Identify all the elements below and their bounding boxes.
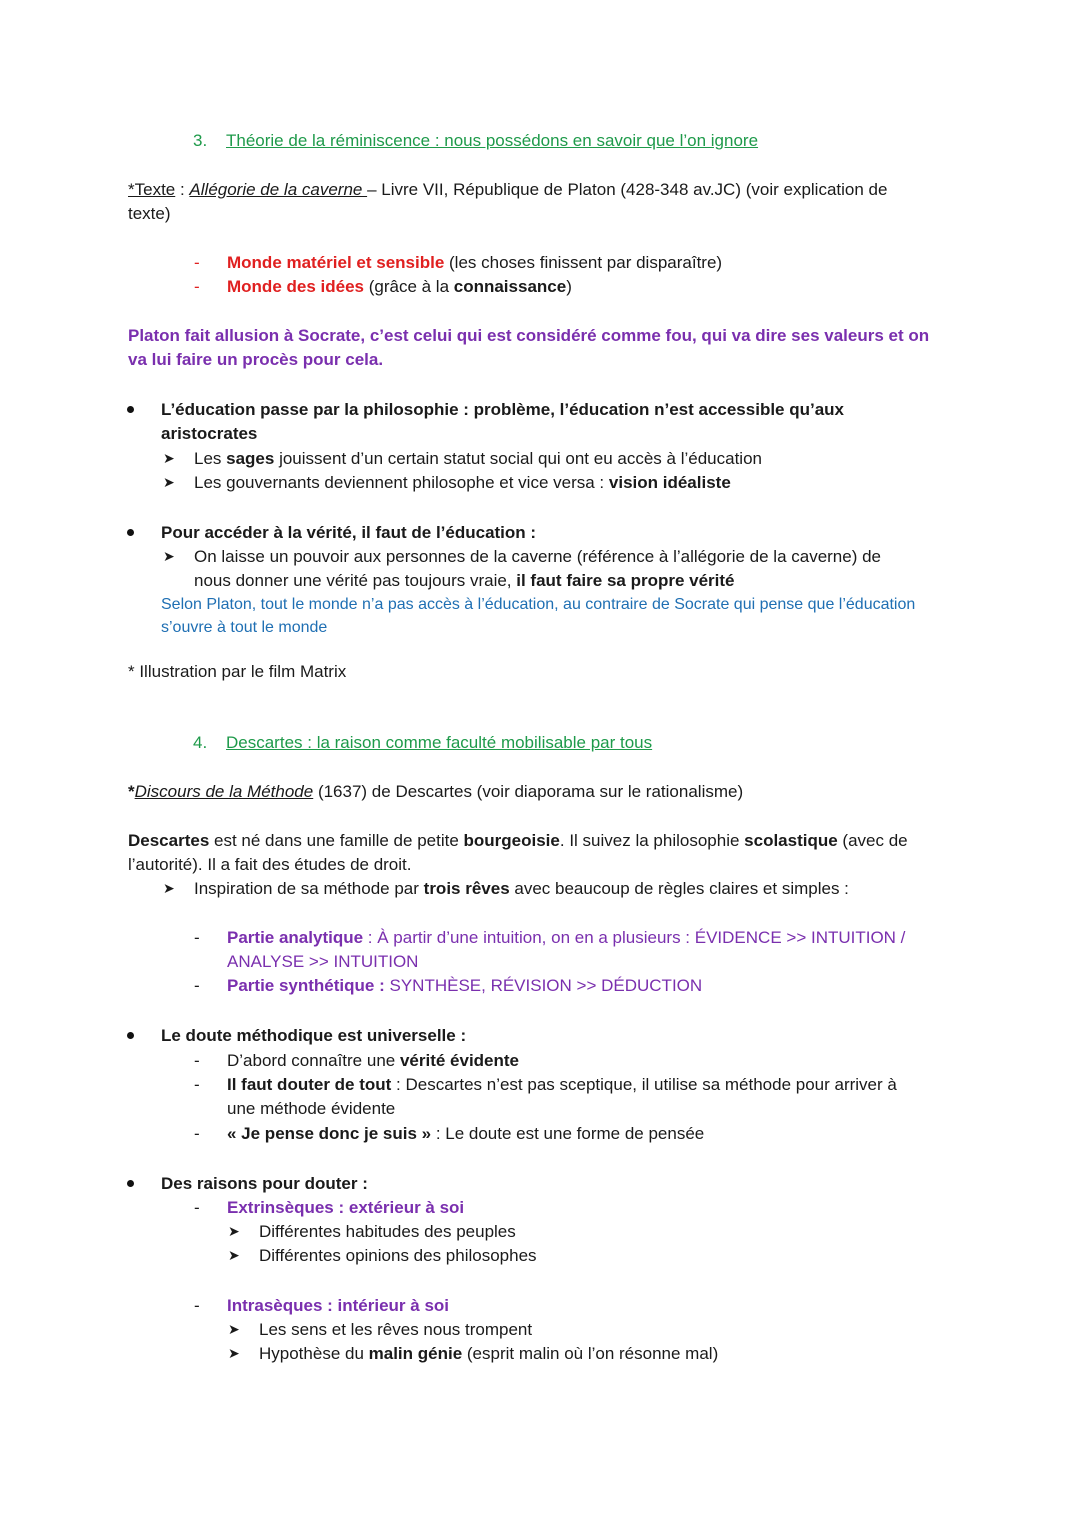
verite-item-line1: On laisse un pouvoir aux personnes de la caverne (référence à l’allégorie de la caverne) de <box>194 547 882 566</box>
world-ideas: Monde des idées (grâce à la connaissance) <box>227 277 572 296</box>
verite-title: Pour accéder à la vérité, il faut de l’éducation : <box>161 523 537 542</box>
education-title-cont: aristocrates <box>161 424 258 443</box>
education-item-gouvernants: Les gouvernants deviennent philosophe et vice versa : vision idéaliste <box>194 473 731 492</box>
doute-item-2: Il faut douter de tout : Descartes n’est pas sceptique, il utilise sa méthode pour arriver à <box>227 1075 897 1094</box>
bullet-icon <box>127 1180 134 1187</box>
partie-synthetique: Partie synthétique : SYNTHÈSE, RÉVISION >> DÉDUCTION <box>227 976 703 995</box>
list-item: - <box>194 253 200 272</box>
discours-reference: *Discours de la Méthode (1637) de Descartes (voir diaporama sur le rationalisme) <box>128 782 744 801</box>
verite-note-line1: Selon Platon, tout le monde n’a pas accès à l’éducation, au contraire de Socrate qui pense que l’éducation <box>161 596 916 613</box>
list-item: - <box>194 1124 200 1143</box>
world-material: Monde matériel et sensible (les choses finissent par disparaître) <box>227 253 723 272</box>
list-item: - <box>194 928 200 947</box>
section-3-number: 3. <box>193 131 208 150</box>
arrow-icon: ➤ <box>163 880 175 896</box>
partie-analytique-cont: ANALYSE >> INTUITION <box>227 952 419 971</box>
raisons-ext-item-2: Différentes opinions des philosophes <box>259 1246 537 1265</box>
bullet-icon <box>127 406 134 413</box>
arrow-icon: ➤ <box>228 1345 240 1361</box>
raisons-int-item-2: Hypothèse du malin génie (esprit malin où l’on résonne mal) <box>259 1344 719 1363</box>
verite-item-line2: nous donner une vérité pas toujours vraie, il faut faire sa propre vérité <box>194 571 735 590</box>
bullet-icon <box>127 529 134 536</box>
list-item: - <box>194 1075 200 1094</box>
bullet-icon <box>127 1032 134 1039</box>
raisons-ext-item-1: Différentes habitudes des peuples <box>259 1222 516 1241</box>
descartes-paragraph-line1: Descartes est né dans une famille de petite bourgeoisie. Il suivez la philosophie scolastique (avec de <box>128 831 908 850</box>
list-item: - <box>194 1296 200 1315</box>
matrix-note: * Illustration par le film Matrix <box>128 662 347 681</box>
arrow-icon: ➤ <box>163 474 175 490</box>
arrow-icon: ➤ <box>228 1321 240 1337</box>
raisons-title: Des raisons pour douter : <box>161 1174 368 1193</box>
verite-note-line2: s’ouvre à tout le monde <box>161 619 328 636</box>
list-item: - <box>194 277 200 296</box>
raisons-extrinseques: Extrinsèques : extérieur à soi <box>227 1198 465 1217</box>
arrow-icon: ➤ <box>163 548 175 564</box>
raisons-intraseques: Intrasèques : intérieur à soi <box>227 1296 450 1315</box>
doute-item-3: « Je pense donc je suis » : Le doute est une forme de pensée <box>227 1124 705 1143</box>
education-item-sages: Les sages jouissent d’un certain statut social qui ont eu accès à l’éducation <box>194 449 762 468</box>
platon-note-line1: Platon fait allusion à Socrate, c’est celui qui est considéré comme fou, qui va dire ses valeurs et on <box>128 326 930 345</box>
texte-reference-cont: texte) <box>128 204 171 223</box>
arrow-icon: ➤ <box>228 1247 240 1263</box>
inspiration-item: Inspiration de sa méthode par trois rêves avec beaucoup de règles claires et simples : <box>194 879 849 898</box>
list-item: - <box>194 1198 200 1217</box>
doute-item-1: D’abord connaître une vérité évidente <box>227 1051 520 1070</box>
list-item: - <box>194 1051 200 1070</box>
section-3-title: Théorie de la réminiscence : nous possédons en savoir que l’on ignore <box>226 131 759 150</box>
doute-item-2-cont: une méthode évidente <box>227 1099 396 1118</box>
section-4-number: 4. <box>193 733 208 752</box>
platon-note-line2: va lui faire un procès pour cela. <box>128 350 384 369</box>
education-title: L’éducation passe par la philosophie : problème, l’éducation n’est accessible qu’aux <box>161 400 845 419</box>
section-4-title: Descartes : la raison comme faculté mobilisable par tous <box>226 733 653 752</box>
descartes-paragraph-line2: l’autorité). Il a fait des études de droit. <box>128 855 412 874</box>
raisons-int-item-1: Les sens et les rêves nous trompent <box>259 1320 533 1339</box>
texte-reference: *Texte : Allégorie de la caverne – Livre VII, République de Platon (428-348 av.JC) (voir explication de <box>128 180 888 199</box>
arrow-icon: ➤ <box>163 450 175 466</box>
partie-analytique: Partie analytique : À partir d’une intuition, on en a plusieurs : ÉVIDENCE >> INTUITION / <box>227 928 906 947</box>
list-item: - <box>194 976 200 995</box>
doute-title: Le doute méthodique est universelle : <box>161 1026 467 1045</box>
arrow-icon: ➤ <box>228 1223 240 1239</box>
